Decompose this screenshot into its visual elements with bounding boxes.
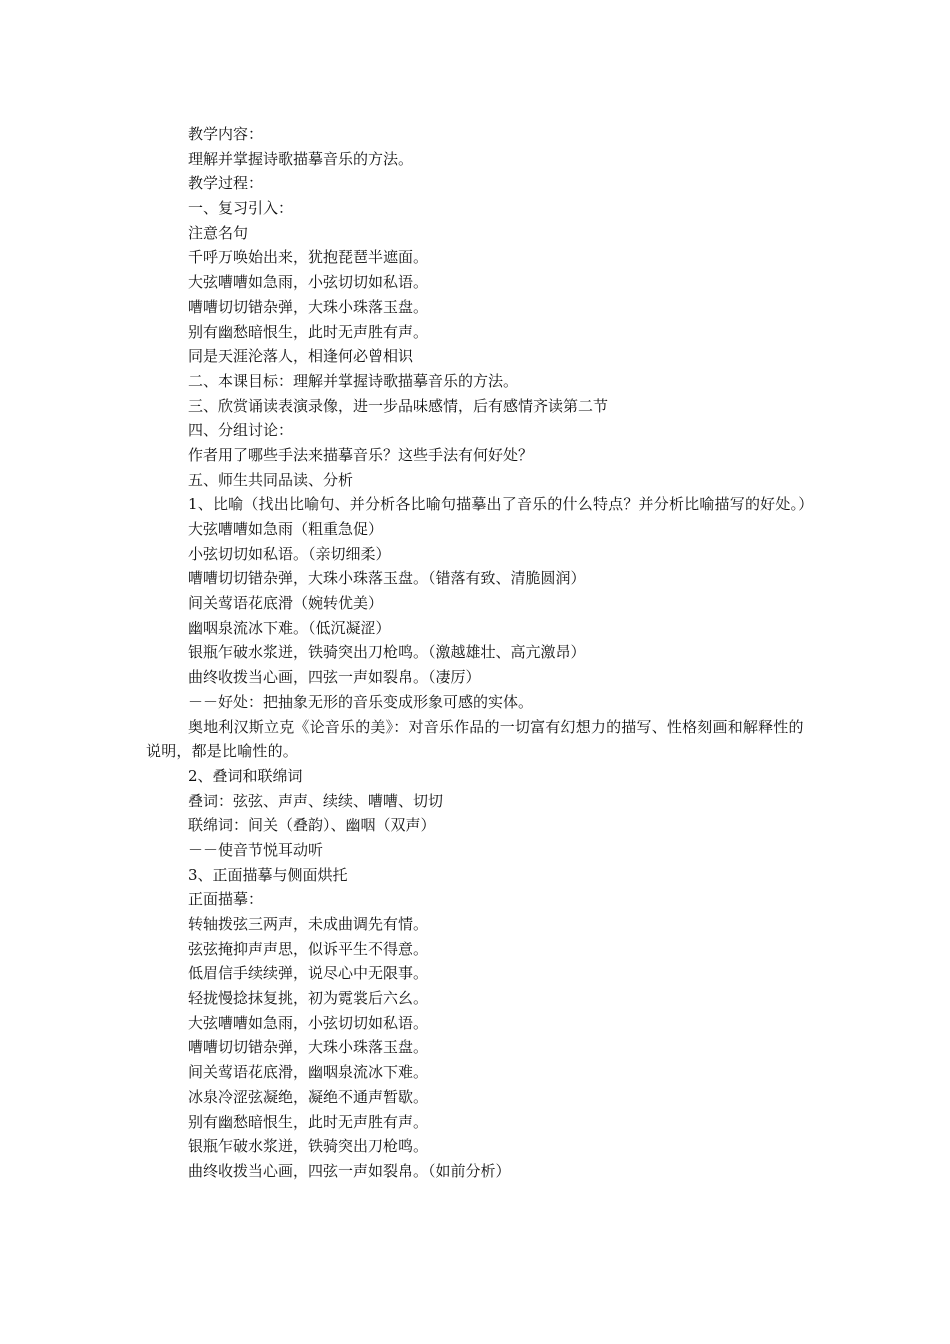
poem-line: 嘈嘈切切错杂弹，大珠小珠落玉盘。（错落有致、清脆圆润） [188,569,586,588]
poem-line: 间关莺语花底滑，幽咽泉流冰下难。 [188,1063,429,1082]
section-heading: 3、正面描摹与侧面烘托 [188,865,348,884]
section-heading: 三、欣赏诵读表演录像，进一步品味感情，后有感情齐读第二节 [188,396,609,415]
poem-line: 大弦嘈嘈如急雨，小弦切切如私语。 [188,1013,429,1032]
paragraph: －－好处：把抽象无形的音乐变成形象可感的实体。 [188,692,534,711]
poem-line: 间关莺语花底滑（婉转优美） [188,594,384,613]
section-heading: 四、分组讨论： [188,421,294,440]
section-heading: 二、本课目标：理解并掌握诗歌描摹音乐的方法。 [188,371,519,390]
poem-line: 银瓶乍破水浆迸，铁骑突出刀枪鸣。 [188,1137,429,1156]
paragraph: 叠词：弦弦、声声、续续、嘈嘈、切切 [188,791,444,810]
section-heading: 教学过程： [188,174,264,193]
paragraph: －－使音节悦耳动听 [188,840,324,859]
poem-line: 小弦切切如私语。（亲切细柔） [188,544,391,563]
paragraph: 注意名句 [188,223,249,242]
document-body [146,122,814,1184]
section-heading: 五、师生共同品读、分析 [188,470,354,489]
poem-line: 嘈嘈切切错杂弹，大珠小珠落玉盘。 [188,297,429,316]
poem-line: 弦弦掩抑声声思，似诉平生不得意。 [188,939,429,958]
section-heading: 一、复习引入： [188,199,294,218]
section-heading: 教学内容： [188,125,264,143]
poem-line: 曲终收拨当心画，四弦一声如裂帛。（凄厉） [188,668,481,687]
poem-line: 轻拢慢捻抹复挑，初为霓裳后六幺。 [188,989,429,1008]
paragraph: 联绵词：间关（叠韵）、幽咽（双声） [188,816,436,835]
poem-line: 同是天涯沦落人，相逢何必曾相识 [188,347,414,366]
poem-line: 别有幽愁暗恨生，此时无声胜有声。 [188,322,429,341]
poem-line: 别有幽愁暗恨生，此时无声胜有声。 [188,1112,429,1131]
section-heading: 2、叠词和联绵词 [188,766,303,785]
poem-line: 银瓶乍破水浆迸，铁骑突出刀枪鸣。（激越雄壮、高亢激昂） [188,643,586,662]
poem-line: 幽咽泉流冰下难。（低沉凝涩） [188,618,391,637]
paragraph: 正面描摹： [188,890,264,909]
paragraph: 1、比喻（找出比喻句、并分析各比喻句描摹出了音乐的什么特点？并分析比喻描写的好处。） [188,495,814,514]
poem-line: 大弦嘈嘈如急雨，小弦切切如私语。 [188,273,429,292]
poem-line: 转轴拨弦三两声，未成曲调先有情。 [188,915,429,934]
poem-line: 冰泉冷涩弦凝绝，凝绝不通声暂歇。 [188,1087,429,1106]
poem-line: 低眉信手续续弹，说尽心中无限事。 [188,964,429,983]
poem-line: 大弦嘈嘈如急雨（粗重急促） [188,520,384,539]
paragraph: 理解并掌握诗歌描摹音乐的方法。 [188,149,414,168]
poem-line: 千呼万唤始出来，犹抱琵琶半遮面。 [188,248,429,267]
paragraph: 作者用了哪些手法来描摹音乐？这些手法有何好处？ [188,445,534,464]
poem-line: 嘈嘈切切错杂弹，大珠小珠落玉盘。 [188,1038,429,1057]
poem-line: 曲终收拨当心画，四弦一声如裂帛。（如前分析） [188,1161,511,1180]
paragraph: 奥地利汉斯立克《论音乐的美》：对音乐作品的一切富有幻想力的描写、性格刻画和解释性的说明，都是比喻性的。 [146,717,804,761]
